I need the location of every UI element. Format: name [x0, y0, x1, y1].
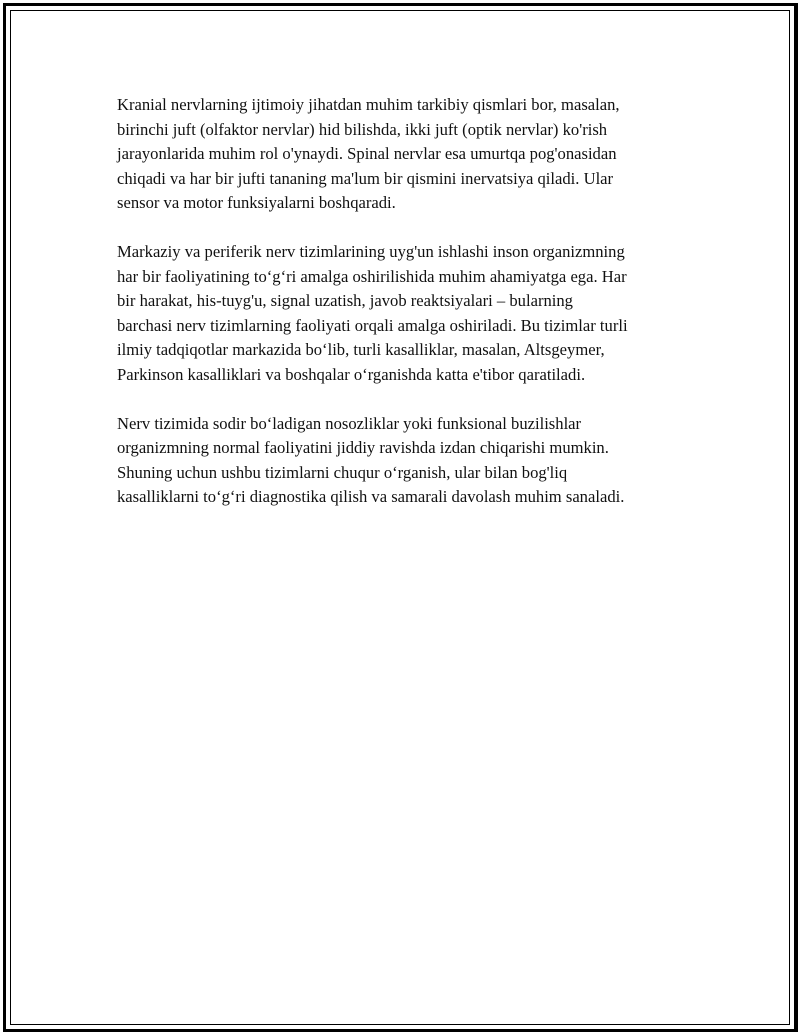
paragraph-3-line: Shuning uchun ushbu tizimlarni chuqur o‘rganish, ular bilan bog'liq [117, 462, 568, 482]
paragraph-2-line: Parkinson kasalliklari va boshqalar o‘rganishda katta e'tibor qaratiladi. [117, 364, 586, 384]
paragraph-2-line: ilmiy tadqiqotlar markazida bo‘lib, turli kasalliklar, masalan, Altsgeymer, [117, 340, 605, 359]
paragraph-2-line: har bir faoliyatining to‘g‘ri amalga oshirilishida muhim ahamiyatga ega. Har [117, 266, 627, 286]
paragraph-3 [117, 412, 697, 510]
paragraph-1-line: jarayonlarida muhim rol o'ynaydi. Spinal nervlar esa umurtqa pog'onasidan [117, 144, 617, 163]
paragraph-3-line: kasalliklarni to‘g‘ri diagnostika qilish va samarali davolash muhim sanaladi. [117, 487, 625, 506]
paragraph-2-line: barchasi nerv tizimlarning faoliyati orqali amalga oshiriladi. Bu tizimlar turli [117, 315, 628, 335]
document-body [117, 93, 697, 534]
paragraph-1 [117, 93, 697, 216]
paragraph-2-line: Markaziy va periferik nerv tizimlarining uyg'un ishlashi inson organizmning [117, 242, 625, 261]
paragraph-2 [117, 240, 697, 387]
paragraph-1-line: chiqadi va har bir jufti tananing ma'lum bir qismini inervatsiya qiladi. Ular [117, 168, 614, 188]
paragraph-1-line: birinchi juft (olfaktor nervlar) hid bilishda, ikki juft (optik nervlar) ko'rish [117, 119, 608, 139]
paragraph-3-line: Nerv tizimida sodir bo‘ladigan nosozliklar yoki funksional buzilishlar [117, 413, 582, 433]
paragraph-1-line: sensor va motor funksiyalarni boshqaradi. [117, 193, 396, 212]
paragraph-1-line: Kranial nervlarning ijtimoiy jihatdan muhim tarkibiy qismlari bor, masalan, [117, 95, 620, 114]
paragraph-2-line: bir harakat, his-tuyg'u, signal uzatish, javob reaktsiyalari – bularning [117, 291, 573, 310]
paragraph-3-line: organizmning normal faoliyatini jiddiy ravishda izdan chiqarishi mumkin. [117, 438, 609, 457]
